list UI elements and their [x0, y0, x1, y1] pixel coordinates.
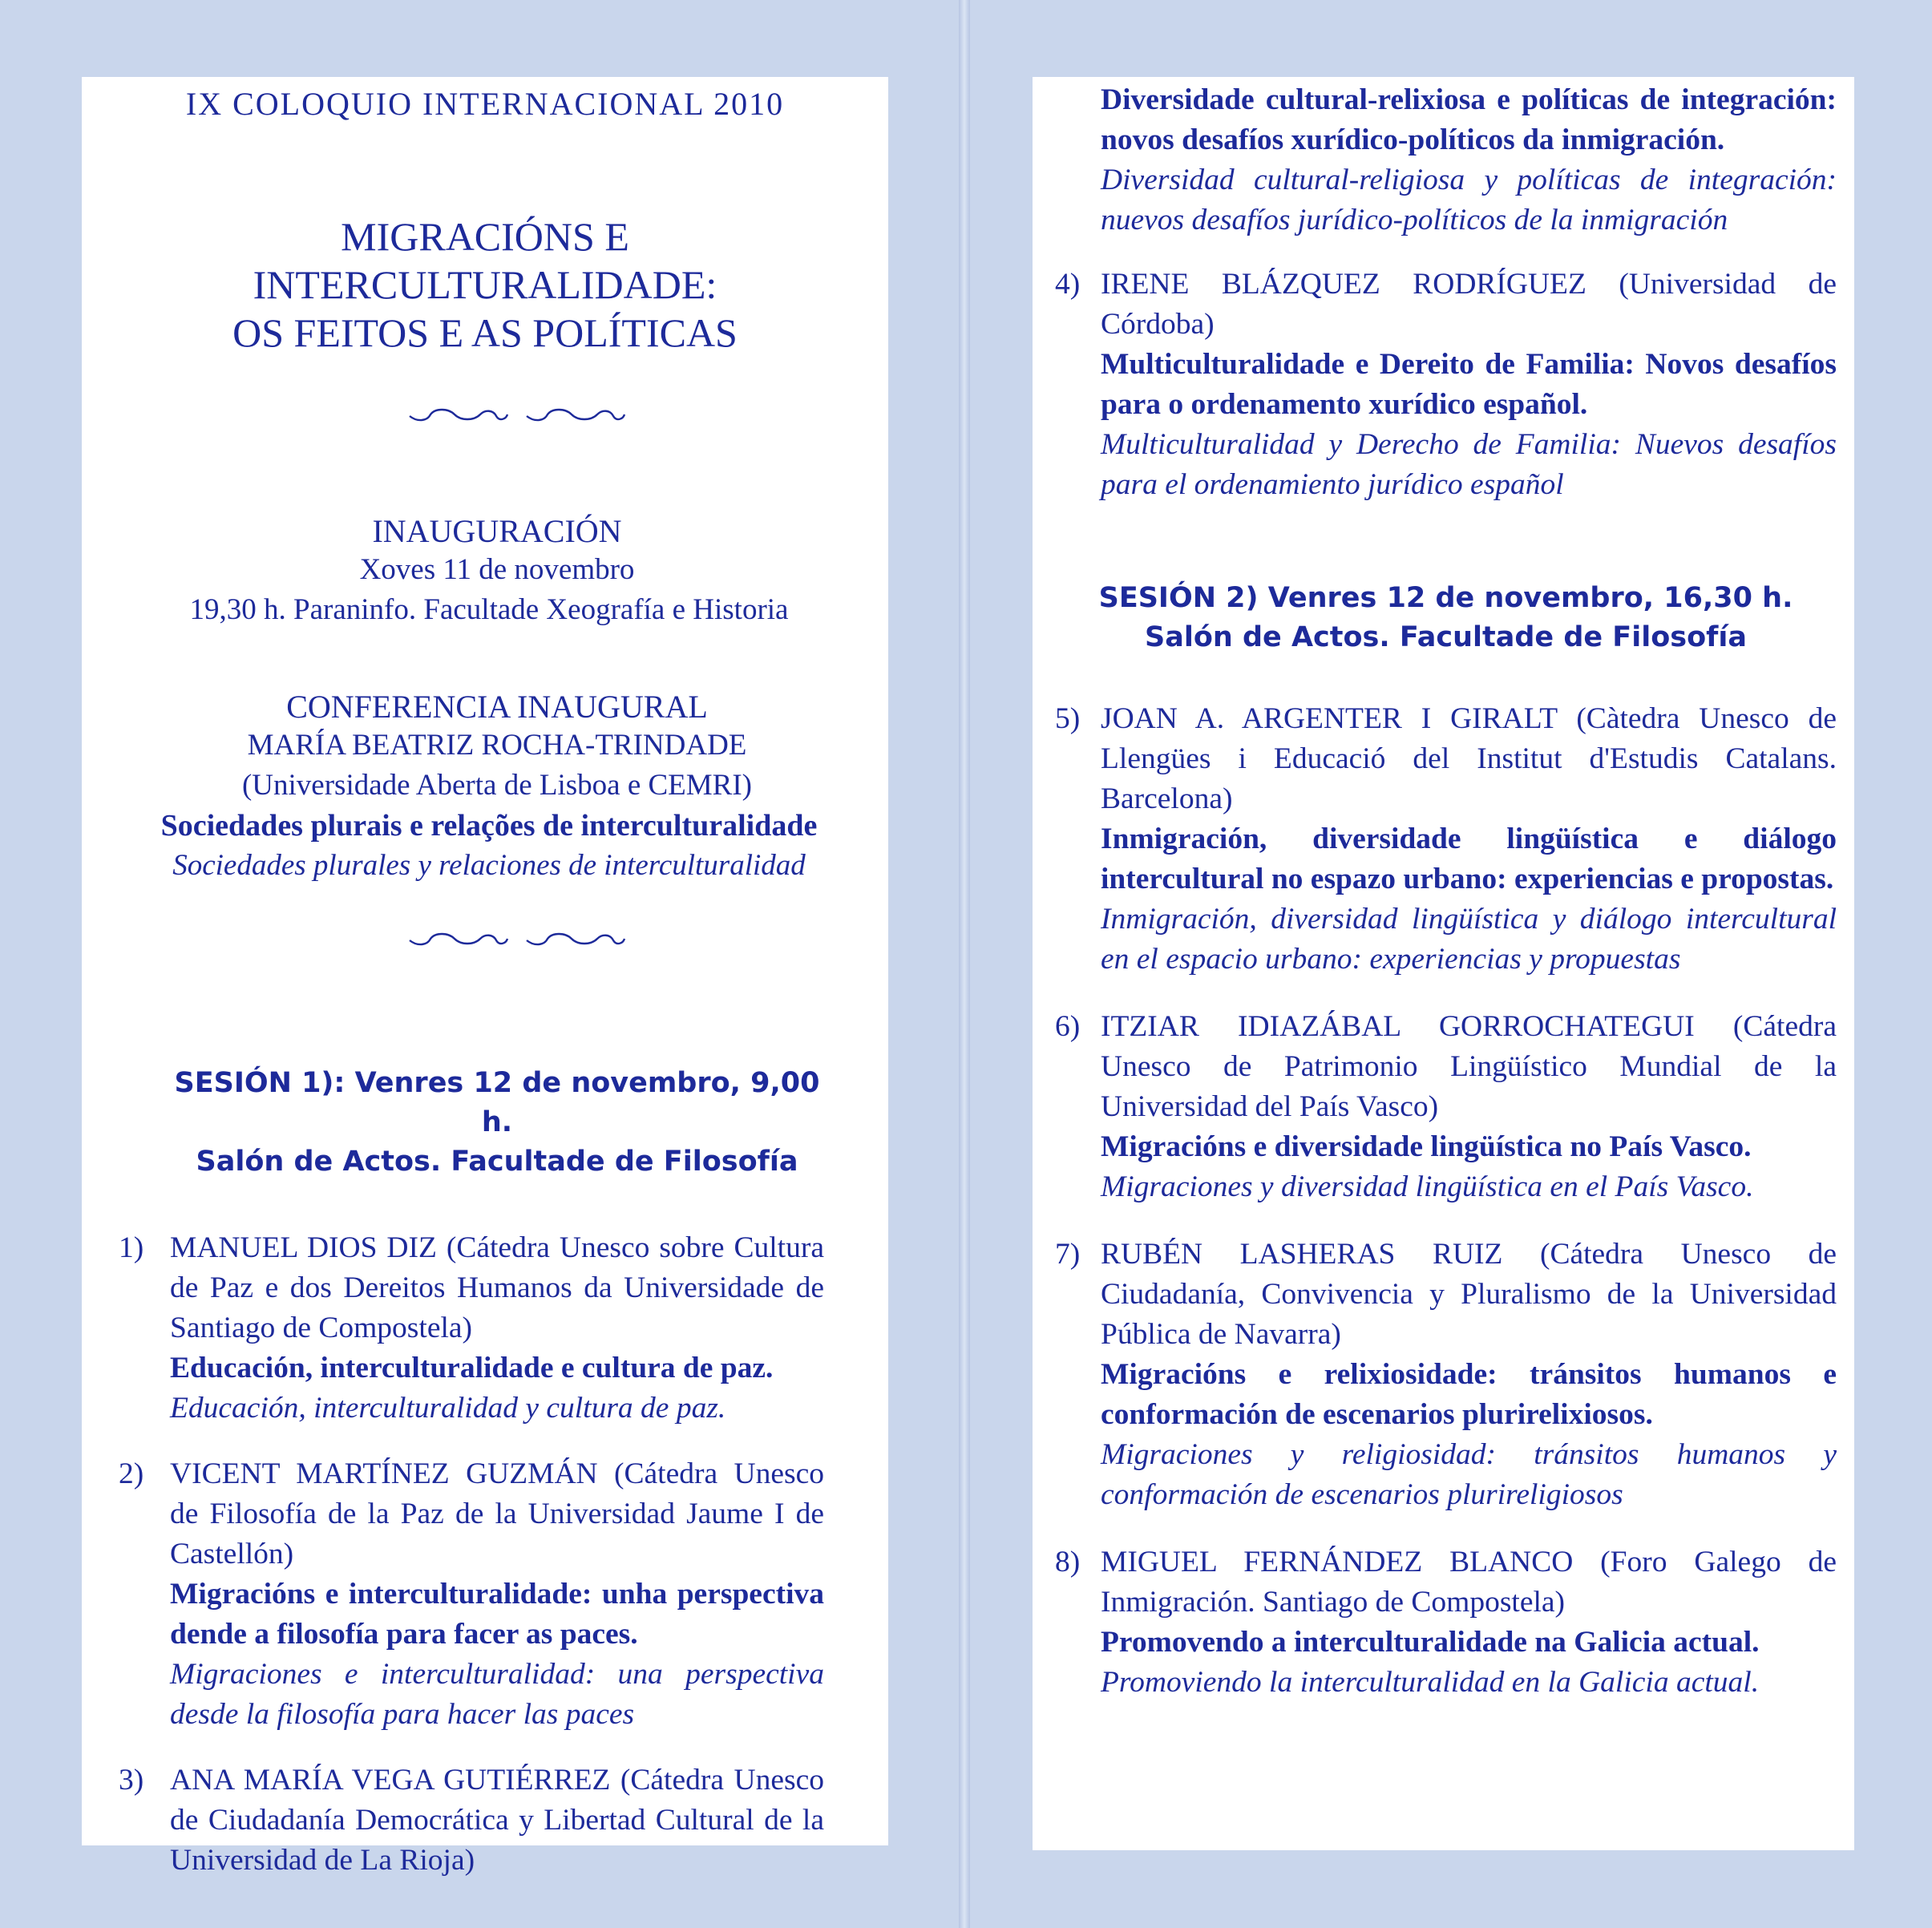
list-item [119, 1228, 824, 1429]
item-talk-gl: Multiculturalidade e Dereito de Familia: Novos desafíos para o ordenamento xurídico español. [1101, 348, 1837, 421]
item-talk-gl: Diversidade cultural-relixiosa e políticas de integración: novos desafíos xurídico-políticos da inmigración. [1101, 83, 1837, 156]
session-2-line-1: SESIÓN 2) Venres 12 de novembro, 16,30 h. [1098, 582, 1793, 614]
item-talk-es: Educación, interculturalidad y cultura de paz. [170, 1392, 726, 1425]
item-number: 2) [119, 1457, 144, 1490]
item-talk-gl: Migracións e diversidade lingüística no País Vasco. [1101, 1130, 1752, 1163]
item-number: 7) [1055, 1238, 1081, 1271]
item-talk-es: Multiculturalidad y Derecho de Familia: Nuevos desafíos para el ordenamiento jurídico español [1101, 428, 1837, 501]
left-panel [82, 77, 888, 1877]
item-number: 8) [1055, 1546, 1081, 1578]
right-panel [1033, 77, 1854, 1850]
list-item [119, 1454, 824, 1735]
item-talk-gl: Migracións e relixiosidade: tránsitos humanos e conformación de escenarios plurirelixiosos. [1101, 1358, 1837, 1431]
item-talk-gl: Promovendo a interculturalidade na Galicia actual. [1101, 1626, 1760, 1659]
item-author: ANA MARÍA VEGA GUTIÉRREZ (Cátedra Unesco de Ciudadanía Democrática y Libertad Cultural de la Universidad de La Rioja) [170, 1764, 824, 1877]
item-number: 1) [119, 1231, 144, 1264]
item-number: 5) [1055, 702, 1081, 735]
item-talk-es: Promoviendo la interculturalidad en la Galicia actual. [1101, 1666, 1760, 1699]
list-item [1055, 265, 1837, 505]
session-1-line-2: Salón de Actos. Facultade de Filosofía [196, 1146, 798, 1178]
item-talk-es: Migraciones y diversidad lingüística en el País Vasco. [1101, 1170, 1754, 1203]
list-item [1055, 1235, 1837, 1515]
keynote-speaker: MARÍA BEATRIZ ROCHA-TRINDADE [247, 729, 747, 762]
keynote-block [160, 688, 824, 886]
item-number: 3) [119, 1764, 144, 1797]
item-talk-es: Diversidad cultural-religiosa y políticas de integración: nuevos desafíos jurídico-políticos de la inmigración [1101, 164, 1837, 236]
colloquium-header: IX COLOQUIO INTERNACIONAL 2010 [185, 86, 785, 122]
inauguration-heading: INAUGURACIÓN [372, 513, 622, 549]
keynote-talk-gl: Sociedades plurais e relações de interculturalidade [160, 809, 818, 843]
title-line-1: MIGRACIÓNS E INTERCULTURALIDADE: [253, 214, 717, 307]
item-author: VICENT MARTÍNEZ GUZMÁN (Cátedra Unesco de Filosofía de la Paz de la Universidad Jaume I de Castellón) [170, 1457, 824, 1570]
page-fold [959, 0, 970, 1928]
item-author: MANUEL DIOS DIZ (Cátedra Unesco sobre Cultura de Paz e dos Dereitos Humanos da Universidade de Santiago de Compostela) [170, 1231, 824, 1344]
continued-item [1101, 80, 1837, 240]
ornament-icon [406, 402, 639, 426]
list-item [119, 1760, 824, 1881]
keynote-affiliation: (Universidade Aberta de Lisboa e CEMRI) [241, 769, 752, 802]
list-item [1055, 1007, 1837, 1207]
item-talk-es: Inmigración, diversidad lingüística y diálogo intercultural en el espacio urbano: experiencias y propuestas [1101, 903, 1837, 976]
title-line-2: OS FEITOS E AS POLÍTICAS [232, 310, 738, 355]
item-talk-gl: Migracións e interculturalidade: unha perspectiva dende a filosofía para facer as paces. [170, 1578, 824, 1651]
session-2-heading [1055, 579, 1837, 657]
list-item [1055, 1542, 1837, 1703]
item-author: IRENE BLÁZQUEZ RODRÍGUEZ (Universidad de Córdoba) [1101, 268, 1837, 341]
session-2-line-2: Salón de Actos. Facultade de Filosofía [1145, 621, 1747, 653]
item-author: JOAN A. ARGENTER I GIRALT (Càtedra Unesco de Llengües i Educació del Institut d'Estudis Catalans. Barcelona) [1101, 702, 1837, 815]
item-author: ITZIAR IDIAZÁBAL GORROCHATEGUI (Cátedra Unesco de Patrimonio Lingüístico Mundial de la Universidad del País Vasco) [1101, 1010, 1837, 1123]
item-talk-gl: Educación, interculturalidade e cultura de paz. [170, 1352, 774, 1384]
inauguration-block [170, 512, 824, 630]
item-talk-es: Migraciones y religiosidad: tránsitos humanos y conformación de escenarios plurireligiosos [1101, 1438, 1837, 1511]
keynote-talk-es: Sociedades plurales y relaciones de interculturalidad [172, 849, 806, 882]
item-author: RUBÉN LASHERAS RUIZ (Cátedra Unesco de Ciudadanía, Convivencia y Pluralismo de la Universidad Pública de Navarra) [1101, 1238, 1837, 1351]
item-number: 4) [1055, 268, 1081, 301]
inauguration-date: Xoves 11 de novembro [359, 553, 635, 586]
ornament-icon [406, 926, 639, 950]
session-1-heading [170, 1064, 824, 1182]
keynote-heading: CONFERENCIA INAUGURAL [286, 689, 708, 725]
item-number: 6) [1055, 1010, 1081, 1043]
inauguration-place: 19,30 h. Paraninfo. Facultade Xeografía e Historia [189, 593, 789, 626]
list-item [1055, 699, 1837, 980]
page-title [122, 212, 848, 357]
item-author: MIGUEL FERNÁNDEZ BLANCO (Foro Galego de Inmigración. Santiago de Compostela) [1101, 1546, 1837, 1619]
item-talk-gl: Inmigración, diversidade lingüística e diálogo intercultural no espazo urbano: experiencias e propostas. [1101, 823, 1837, 895]
item-talk-es: Migraciones e interculturalidad: una perspectiva desde la filosofía para hacer las paces [170, 1658, 824, 1731]
session-1-line-1: SESIÓN 1): Venres 12 de novembro, 9,00 h. [174, 1067, 820, 1138]
